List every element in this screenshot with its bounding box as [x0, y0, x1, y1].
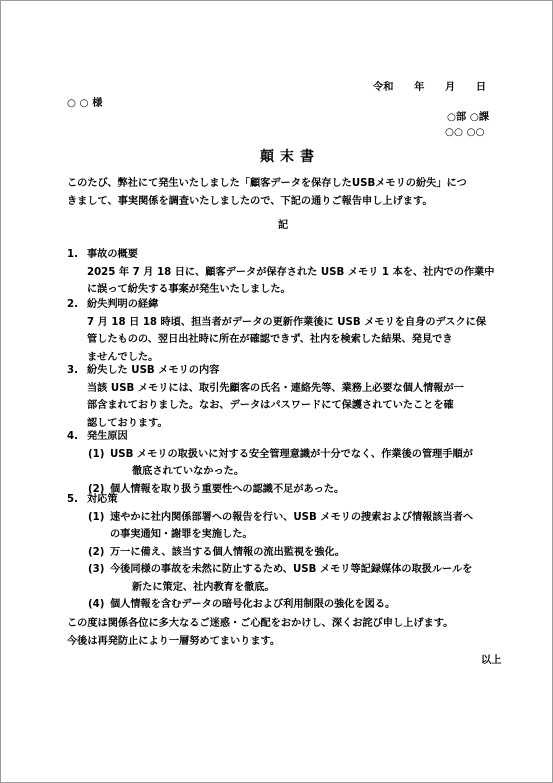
section-3 — [67, 362, 464, 432]
recipient: ○ ○ 様 — [67, 98, 103, 109]
item-line: 個人情報を含むデータの暗号化および利用制限の強化を図る。 — [110, 599, 396, 610]
section-number: 3. — [67, 365, 78, 376]
section-number: 2. — [67, 299, 78, 310]
section-number: 1. — [67, 249, 78, 260]
item-number: (3) — [88, 564, 105, 575]
section-line: に誤って紛失する事案が発生いたしました。 — [87, 284, 291, 295]
section-heading: 発生原因 — [87, 431, 128, 442]
closing-line: 今後は再発防止により一層努めてまいります。 — [67, 635, 281, 647]
item-line: 今後同様の事故を未然に防止するため、USB メモリ等記録媒体の取扱ルールを — [110, 564, 473, 575]
item-line: 速やかに社内関係部署への報告を行い、USB メモリの捜索および情報該当者へ — [110, 511, 474, 523]
item-number: (1) — [88, 448, 105, 460]
list-item — [67, 561, 473, 596]
item-line: USB メモリの取扱いに対する安全管理意識が十分でなく、作業後の管理手順が — [110, 448, 473, 460]
section-line: 当該 USB メモリには、取引先顧客の氏名・連絡先等、業務上必要な個人情報が一 — [87, 382, 464, 394]
ki-heading: 記 — [278, 220, 289, 231]
intro-line: きまして、事実関係を調査いたしましたので、下記の通りご報告申し上げます。 — [67, 195, 433, 207]
section-number: 5. — [67, 494, 78, 505]
section-line: 部含まれておりました。なお、データはパスワードにて保護されていたことを確 — [87, 400, 454, 411]
list-item — [67, 509, 473, 544]
sender-department: ○部 ○課 — [447, 112, 490, 123]
item-line: 万一に備え、該当する個人情報の流出監視を強化。 — [110, 546, 345, 558]
intro-line: このたび、弊社にて発生いたしました「顧客データを保存したUSBメモリの紛失」につ — [67, 178, 467, 189]
item-line: の事実通知・謝罪を実施した。 — [110, 529, 253, 540]
section-number: 4. — [67, 431, 78, 442]
closing-line: この度は関係各位に多大なるご迷惑・ご心配をおかけし、深くお詫び申し上げます。 — [67, 618, 454, 629]
item-line: 徹底されていなかった。 — [132, 466, 245, 477]
item-number: (1) — [88, 511, 105, 523]
list-item — [67, 446, 473, 481]
section-line: 認しております。 — [87, 417, 168, 429]
item-number: (4) — [88, 599, 105, 610]
section-line: 管したものの、翌日出社時に所在が確認できず、社内を検索した結果、発見でき — [87, 334, 453, 345]
list-item — [67, 544, 473, 562]
section-heading: 紛失判明の経緯 — [87, 299, 159, 310]
intro-paragraph — [67, 175, 467, 210]
section-heading: 事故の概要 — [87, 249, 138, 260]
sender-name: ○○ ○○ — [445, 127, 485, 138]
section-5 — [67, 491, 473, 614]
section-4 — [67, 428, 473, 498]
section-line: 7 月 18 日 18 時頃、担当者がデータの更新作業後に USB メモリを自身のデスクに保 — [87, 316, 487, 328]
closing-paragraph — [67, 615, 453, 650]
item-number: (2) — [88, 546, 105, 558]
section-heading: 紛失した USB メモリの内容 — [87, 365, 220, 376]
item-number: (2) — [88, 483, 105, 495]
item-line: 個人情報を取り扱う重要性への認識不足があった。 — [110, 483, 345, 495]
section-line: ませんでした。 — [87, 351, 159, 363]
date: 令和 年 月 日 — [373, 82, 487, 93]
document-title: 顛末書 — [260, 149, 320, 165]
ijou-closing-mark: 以上 — [481, 655, 502, 666]
section-1 — [67, 246, 494, 299]
section-2 — [67, 296, 486, 366]
section-line: 2025 年 7 月 18 日に、顧客データが保存された USB メモリ 1 本を、社内での作業中 — [87, 266, 495, 278]
item-line: 新たに策定、社内教育を徹底。 — [132, 581, 275, 593]
section-heading: 対応策 — [87, 494, 118, 505]
list-item — [67, 596, 473, 614]
